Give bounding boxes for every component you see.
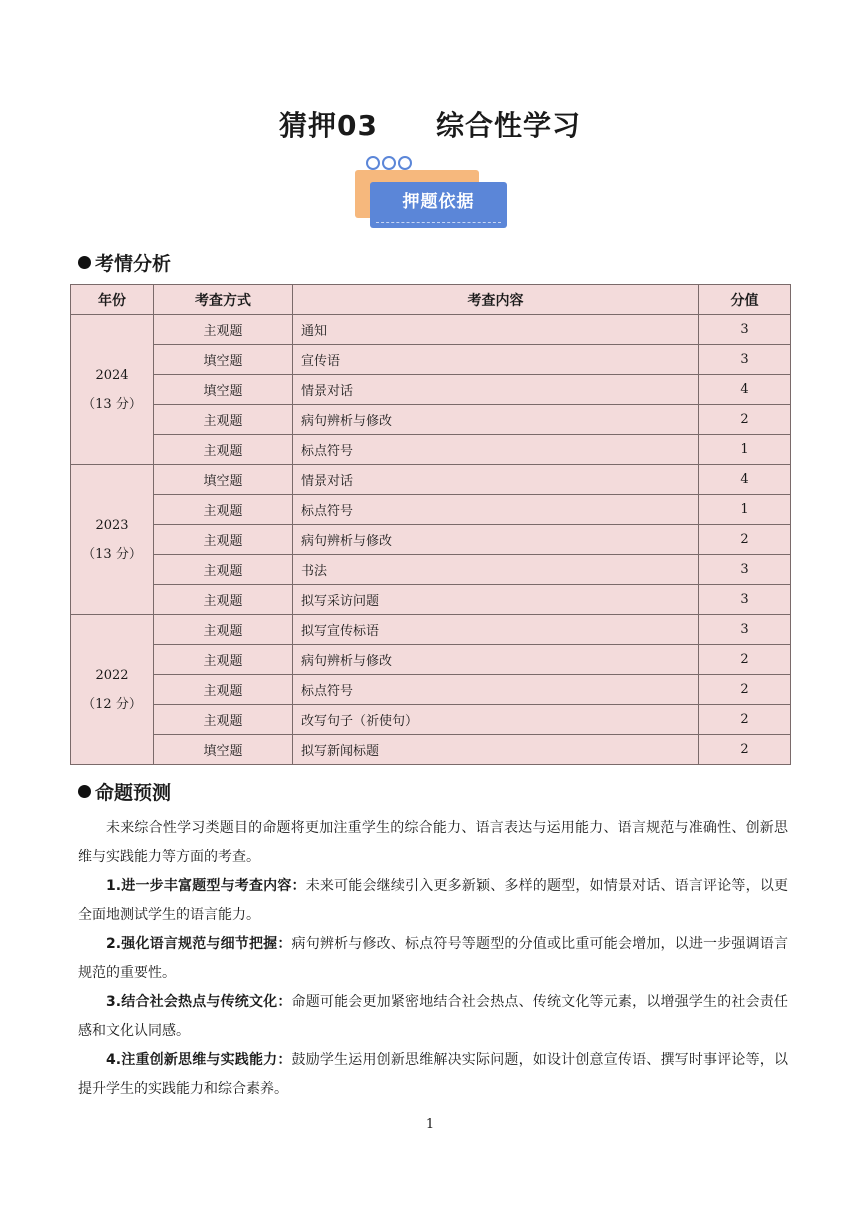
content-cell: 病句辨析与修改 xyxy=(293,525,699,555)
method-cell: 主观题 xyxy=(154,675,293,705)
content-cell: 通知 xyxy=(293,315,699,345)
score-cell: 3 xyxy=(699,555,791,585)
score-cell: 2 xyxy=(699,645,791,675)
badge-label-plate xyxy=(370,182,507,228)
score-cell: 3 xyxy=(699,585,791,615)
point-label: 1.进一步丰富题型与考查内容： xyxy=(106,878,306,894)
method-cell: 主观题 xyxy=(154,315,293,345)
ring-icon xyxy=(382,156,396,170)
method-cell: 主观题 xyxy=(154,495,293,525)
year-total: （13 分） xyxy=(82,546,142,562)
table-row xyxy=(71,645,791,675)
content-cell: 拟写新闻标题 xyxy=(293,735,699,765)
method-cell: 主观题 xyxy=(154,585,293,615)
table-row xyxy=(71,345,791,375)
score-cell: 1 xyxy=(699,495,791,525)
table-header-row xyxy=(71,285,791,315)
score-cell: 2 xyxy=(699,675,791,705)
score-cell: 2 xyxy=(699,705,791,735)
prediction-point xyxy=(78,1046,788,1104)
content-cell: 拟写宣传标语 xyxy=(293,615,699,645)
content-cell: 病句辨析与修改 xyxy=(293,405,699,435)
prediction-point xyxy=(78,930,788,988)
year-total: （13 分） xyxy=(82,396,142,412)
section-heading-text: 考情分析 xyxy=(95,253,172,275)
content-cell: 标点符号 xyxy=(293,675,699,705)
year-cell xyxy=(71,465,154,615)
badge-dash-line xyxy=(376,222,501,223)
method-cell: 主观题 xyxy=(154,525,293,555)
method-cell: 填空题 xyxy=(154,465,293,495)
bullet-icon xyxy=(78,256,91,269)
score-cell: 3 xyxy=(699,315,791,345)
year-cell xyxy=(71,615,154,765)
method-cell: 填空题 xyxy=(154,735,293,765)
section-heading-prediction xyxy=(78,778,171,805)
content-cell: 标点符号 xyxy=(293,435,699,465)
bullet-icon xyxy=(78,785,91,798)
content-cell: 情景对话 xyxy=(293,465,699,495)
method-cell: 主观题 xyxy=(154,435,293,465)
year-value: 2024 xyxy=(95,367,129,383)
table-row xyxy=(71,615,791,645)
title-part1: 猜押03 xyxy=(279,109,378,142)
badge-label: 押题依据 xyxy=(402,192,475,212)
year-value: 2023 xyxy=(95,517,129,533)
content-cell: 情景对话 xyxy=(293,375,699,405)
method-cell: 主观题 xyxy=(154,705,293,735)
content-cell: 改写句子（祈使句） xyxy=(293,705,699,735)
table-row xyxy=(71,525,791,555)
prediction-point xyxy=(78,872,788,930)
table-row xyxy=(71,315,791,345)
year-total: （12 分） xyxy=(82,696,142,712)
point-text: 病句辨析与修改、标点符号等题型的分值或比重可能会增加，以进一步强调语言规范的重要性。 xyxy=(78,936,788,981)
score-cell: 4 xyxy=(699,375,791,405)
score-cell: 2 xyxy=(699,735,791,765)
point-label: 2.强化语言规范与细节把握： xyxy=(106,936,292,952)
method-cell: 主观题 xyxy=(154,405,293,435)
point-text: 鼓励学生运用创新思维解决实际问题，如设计创意宣传语、撰写时事评论等，以提升学生的实践能力和综合素养。 xyxy=(78,1052,788,1097)
header-method: 考查方式 xyxy=(154,285,293,315)
table-row xyxy=(71,555,791,585)
content-cell: 标点符号 xyxy=(293,495,699,525)
score-cell: 3 xyxy=(699,615,791,645)
content-cell: 书法 xyxy=(293,555,699,585)
prediction-intro: 未来综合性学习类题目的命题将更加注重学生的综合能力、语言表达与运用能力、语言规范与准确性、创新思维与实践能力等方面的考查。 xyxy=(78,820,788,865)
year-value: 2022 xyxy=(95,667,129,683)
content-cell: 宣传语 xyxy=(293,345,699,375)
point-text: 未来可能会继续引入更多新颖、多样的题型，如情景对话、语言评论等，以更全面地测试学生的语言能力。 xyxy=(78,878,789,923)
score-cell: 4 xyxy=(699,465,791,495)
table-row xyxy=(71,435,791,465)
point-text: 命题可能会更加紧密地结合社会热点、传统文化等元素，以增强学生的社会责任感和文化认同感。 xyxy=(78,994,788,1039)
table-row xyxy=(71,735,791,765)
section-heading-text: 命题预测 xyxy=(95,782,172,804)
section-heading-analysis xyxy=(78,249,171,276)
score-cell: 2 xyxy=(699,525,791,555)
content-cell: 拟写采访问题 xyxy=(293,585,699,615)
year-cell xyxy=(71,315,154,465)
score-cell: 1 xyxy=(699,435,791,465)
page-number: 1 xyxy=(425,1117,435,1132)
exam-analysis-table xyxy=(70,284,791,765)
method-cell: 主观题 xyxy=(154,615,293,645)
point-label: 4.注重创新思维与实践能力： xyxy=(106,1052,292,1068)
table-row xyxy=(71,585,791,615)
header-year: 年份 xyxy=(71,285,154,315)
header-score: 分值 xyxy=(699,285,791,315)
score-cell: 3 xyxy=(699,345,791,375)
method-cell: 主观题 xyxy=(154,645,293,675)
table-row xyxy=(71,375,791,405)
badge-rings xyxy=(366,156,412,170)
score-cell: 2 xyxy=(699,405,791,435)
table-row xyxy=(71,405,791,435)
content-cell: 病句辨析与修改 xyxy=(293,645,699,675)
title-part2: 综合性学习 xyxy=(435,109,581,142)
method-cell: 填空题 xyxy=(154,345,293,375)
page-title xyxy=(0,104,860,144)
table-row xyxy=(71,675,791,705)
method-cell: 主观题 xyxy=(154,555,293,585)
ring-icon xyxy=(398,156,412,170)
table-row xyxy=(71,495,791,525)
section-badge xyxy=(355,156,511,232)
ring-icon xyxy=(366,156,380,170)
table-row xyxy=(71,465,791,495)
prediction-point xyxy=(78,988,788,1046)
header-content: 考查内容 xyxy=(293,285,699,315)
method-cell: 填空题 xyxy=(154,375,293,405)
table-row xyxy=(71,705,791,735)
point-label: 3.结合社会热点与传统文化： xyxy=(106,994,292,1010)
